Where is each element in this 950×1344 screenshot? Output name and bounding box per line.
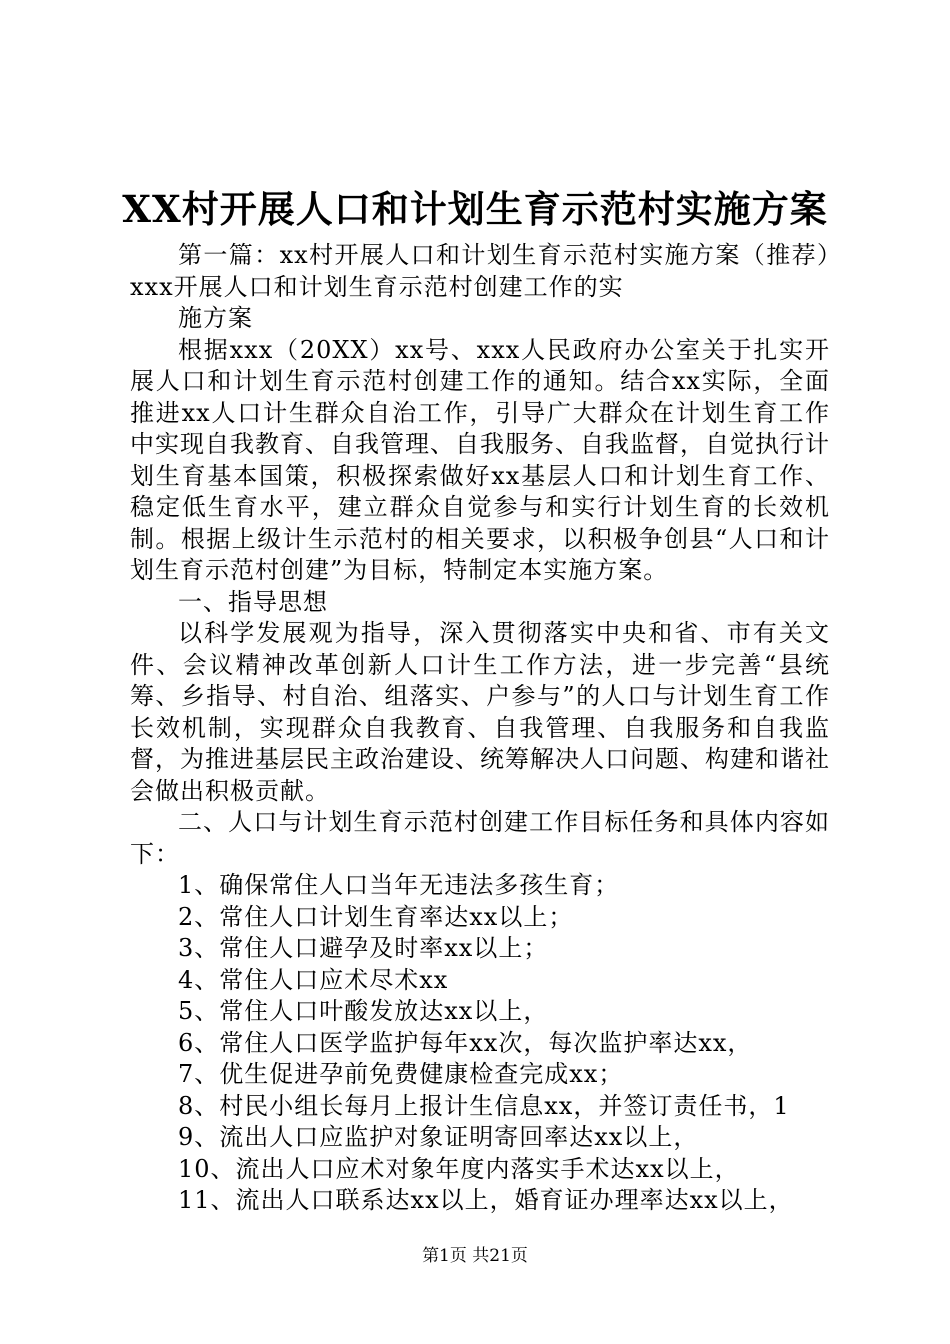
list-item: 10、流出人口应术对象年度内落实手术达xx以上， <box>178 1154 740 1183</box>
target-list <box>130 870 830 1217</box>
intro-paragraph: 第一篇：xx村开展人口和计划生育示范村实施方案（推荐）xxx开展人口和计划生育示范村创建工作的实 <box>130 241 830 301</box>
page-number-footer: 第1页 共21页 <box>422 1246 528 1266</box>
list-item: 7、优生促进孕前免费健康检查完成xx； <box>178 1060 624 1088</box>
list-item: 2、常住人口计划生育率达xx以上； <box>178 902 574 931</box>
list-item: 1、确保常住人口当年无违法多孩生育； <box>178 871 620 899</box>
document-title: XX村开展人口和计划生育示范村实施方案 <box>122 187 828 231</box>
list-item: 3、常住人口避孕及时率xx以上； <box>178 934 549 962</box>
document-body <box>130 240 830 1217</box>
basis-paragraph: 根据xxx（20XX）xx号、xxx人民政府办公室关于扎实开展人口和计划生育示范村创建工作的通知。结合xx实际，全面推进xx人口计生群众自治工作，引导广大群众在计划生育工作中实现自我教育、自我管理、自我服务、自我监督，自觉执行计划生育基本国策，积极探索做好xx基层人口和计划生育工作、稳定低生育水平，建立群众自觉参与和实行计划生育的长效机制。根据上级计生示范村的相关要求，以积极争创县“人口和计划生育示范村创建”为目标，特制定本实施方案。 <box>130 335 830 584</box>
list-item: 8、村民小组长每月上报计生信息xx，并签订责任书，1 <box>178 1091 790 1120</box>
list-item: 6、常住人口医学监护每年xx次，每次监护率达xx， <box>178 1028 753 1057</box>
list-item: 4、常住人口应术尽术xx <box>178 965 449 994</box>
list-item: 5、常住人口叶酸发放达xx以上， <box>178 997 549 1025</box>
section-heading-targets: 二、人口与计划生育示范村创建工作目标任务和具体内容如下： <box>130 808 830 868</box>
list-item: 11、流出人口联系达xx以上，婚育证办理率达xx以上， <box>178 1186 794 1214</box>
intro-continuation: 施方案 <box>178 304 253 332</box>
section-heading-guiding-thought: 一、指导思想 <box>178 587 328 616</box>
list-item: 9、流出人口应监护对象证明寄回率达xx以上， <box>178 1123 699 1151</box>
guiding-thought-paragraph: 以科学发展观为指导，深入贯彻落实中央和省、市有关文件、会议精神改革创新人口计生工作方法，进一步完善“县统筹、乡指导、村自治、组落实、户参与”的人口与计划生育工作长效机制，实现群众自我教育、自我管理、自我服务和自我监督，为推进基层民主政治建设、统筹解决人口问题、构建和谐社会做出积极贡献。 <box>130 619 830 805</box>
